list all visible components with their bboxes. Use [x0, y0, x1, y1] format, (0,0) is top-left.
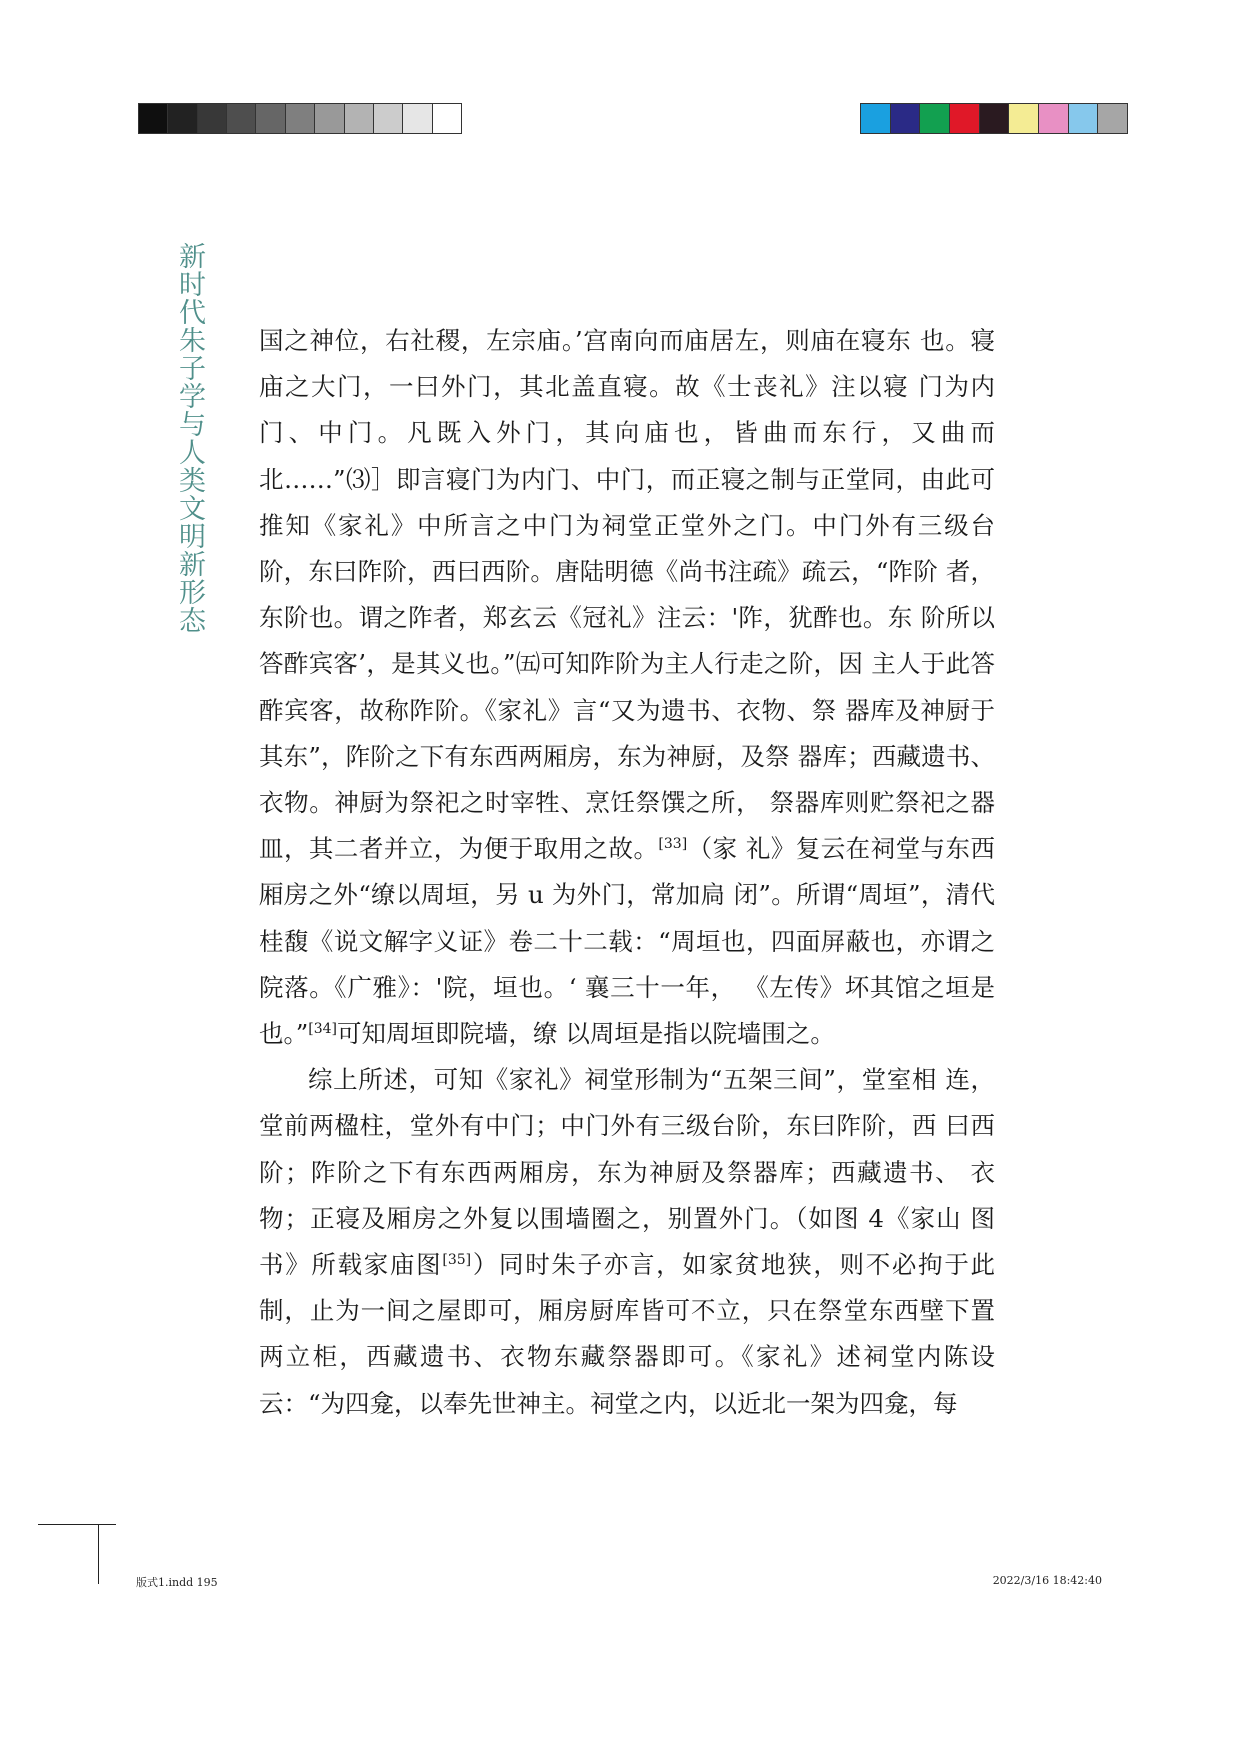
- color-swatch: [950, 104, 980, 133]
- running-header-vertical: 新时代朱子学与人类文明新形态: [174, 242, 205, 634]
- color-swatch: [861, 104, 891, 133]
- gray-swatch: [374, 104, 403, 133]
- gray-swatch: [345, 104, 374, 133]
- color-swatch: [1039, 104, 1069, 133]
- body-text: [259, 318, 995, 1427]
- gray-swatch: [256, 104, 285, 133]
- slug-timestamp: 2022/3/16 18:42:40: [992, 1574, 1102, 1587]
- text-run: 综上所述，可知《家礼》祠堂形制为“五架三间”，堂室相 连，堂前两楹柱，堂外有中门；中门外有三级台阶，东曰阼阶，西 曰西阶；阼阶之下有东西两厢房，东为神厨及祭器库；西藏遗书、 衣物；正寝及厢房之外复以围墙圈之，别置外门。（如图 4《家山 图书》所载家庙图: [259, 1065, 995, 1280]
- crop-mark-vertical: [98, 1524, 99, 1584]
- color-swatch: [980, 104, 1010, 133]
- text-run: ）同时朱子亦言，如家贫地狭，则不必拘于此 制，止为一间之屋即可，厢房厨库皆可不立，只在祭堂东西壁下置 两立柜，西藏遗书、衣物东藏祭器即可。《家礼》述祠堂内陈设 云：“为四龛，以奉先世神主。祠堂之内，以近北一架为四龛，每: [259, 1250, 996, 1418]
- gray-swatch: [315, 104, 344, 133]
- gray-swatch: [433, 104, 461, 133]
- color-swatch: [1069, 104, 1099, 133]
- gray-swatch: [286, 104, 315, 133]
- text-run: （家 礼》复云在祠堂与东西厢房之外“缭以周垣，另 u 为外门，常加扃 闭”。所谓“周垣”，清代桂馥《说文解字义证》卷二十二载：“周垣也，四面屏蔽也，亦谓之院落。《广雅》：'院，垣也。‘ 襄三十一年， 《左传》坏其馆之垣是也。”: [259, 834, 995, 1049]
- gray-swatch: [168, 104, 197, 133]
- gray-swatch: [403, 104, 432, 133]
- gray-swatch: [198, 104, 227, 133]
- text-run: 国之神位，右社稷，左宗庙。’宫南向而庙居左，则庙在寝东 也。寝庙之大门，一曰外门，其北盖直寝。故《士丧礼》注以寝 门为内门、中门。凡既入外门，其向庙也，皆曲而东行，又曲而 北……”⑶］即言寝门为内门、中门，而正寝之制与正堂同，由此可 推知《家礼》中所言之中门为祠堂正堂外之门。中门外有三级台 阶，东曰阼阶，西曰西阶。唐陆明德《尚书注疏》疏云，“阼阶 者，东阶也。谓之阼者，郑玄云《冠礼》注云：'阼，犹酢也。东 阶所以答酢宾客’，是其义也。”㈤可知阼阶为主人行走之阶，因 主人于此答酢宾客，故称阼阶。《家礼》言“又为遗书、衣物、祭 器库及神厨于其东”，阼阶之下有东西两厢房，东为神厨，及祭 器库；西藏遗书、衣物。神厨为祭祀之时宰牲、烹饪祭馔之所， 祭器库则贮祭祀之器皿，其二者并立，为便于取用之故。: [259, 326, 995, 864]
- color-swatch: [1098, 104, 1127, 133]
- text-run: 可知周垣即院墙，缭 以周垣是指以院墙围之。: [337, 1019, 835, 1049]
- paragraph: [259, 1057, 995, 1427]
- gray-calibration-bar: [138, 103, 462, 134]
- color-swatch: [920, 104, 950, 133]
- slug-file-name: 版式1.indd 195: [136, 1576, 218, 1589]
- color-calibration-bar: [860, 103, 1128, 134]
- crop-mark-horizontal: [38, 1524, 116, 1525]
- citation-ref: [33]: [658, 836, 688, 853]
- citation-ref: [35]: [442, 1251, 472, 1268]
- citation-ref: [34]: [308, 1020, 338, 1037]
- gray-swatch: [139, 104, 168, 133]
- gray-swatch: [227, 104, 256, 133]
- color-swatch: [1009, 104, 1039, 133]
- paragraph: [259, 318, 995, 1057]
- color-swatch: [891, 104, 921, 133]
